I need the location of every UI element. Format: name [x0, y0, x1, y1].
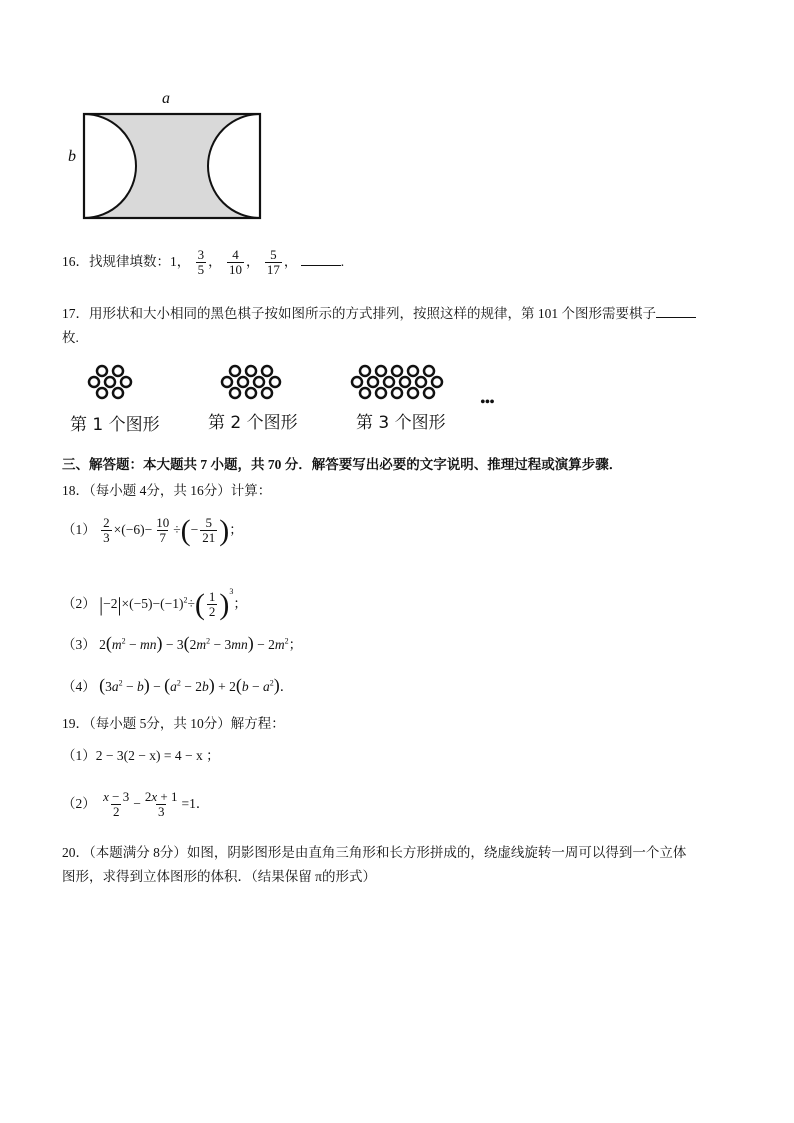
question-18-header: 18．（每小题 4分，共 16分）计算： — [62, 483, 272, 498]
question-19-header: 19．（每小题 5分，共 10分）解方程： — [62, 716, 285, 731]
label-b: b — [68, 148, 76, 165]
figure-1-label: 第 1 个图形 — [70, 415, 160, 435]
question-17-line1: 17．用形状和大小相同的黑色棋子按如图所示的方式排列，按照这样的规律，第 101 个图形需要棋子 — [62, 302, 696, 322]
question-20-line2: 图形，求得到立体图形的体积．（结果保留 π的形式） — [62, 869, 376, 884]
q16-answer-blank[interactable] — [301, 265, 341, 266]
q18-part-1: （1） $\frac{2}{3}$ ×(−6)− $\frac{10}{7}$ ÷(− $\frac{5}{21}$ )； — [62, 513, 243, 547]
pattern-figures — [62, 360, 522, 440]
question-16: 16．找规律填数：1， $\frac{3}{5}$ ， $\frac{4}{10}$ ， $\frac{5}{17}$ ， . — [62, 247, 345, 278]
rectangle-figure — [62, 88, 282, 228]
q19-part-2: （2） $\frac{x - 3}{2}$ − $\frac{2x + 1}{3}$ =1． — [62, 789, 210, 820]
section-3-heading: 三、解答题：本大题共 7 小题，共 70 分．解答要写出必要的文字说明、推理过程或演算步骤． — [62, 457, 623, 472]
q16-text: 16．找规律填数：1， — [62, 254, 191, 269]
rectangle-semicircle-diagram — [62, 88, 282, 228]
fraction-4-10: $\frac{4}{10}$ — [229, 247, 242, 278]
ellipsis-dots: ••• — [480, 394, 494, 411]
q18-part-3: （3） $2(m^2 - mn) - 3(2m^2 - 3mn) - 2m^2$； — [62, 633, 303, 653]
fraction-3-5: $\frac{3}{5}$ — [197, 247, 205, 278]
q18-part-2: （2） $|-2|\times(-5)-(-1)^2\div$( $\frac{1}{2}$ )$^3$； — [62, 587, 247, 621]
figure-2-circles — [222, 366, 280, 398]
q17-answer-blank[interactable] — [656, 317, 696, 318]
label-a: a — [162, 90, 170, 107]
figure-1-circles — [89, 366, 131, 398]
question-17-line2: 枚. — [62, 330, 79, 345]
q19-part-1: （1）2 − 3(2 − x) = 4 − x ； — [62, 748, 220, 763]
pattern-circles — [62, 360, 522, 408]
figure-3-label: 第 3 个图形 — [356, 413, 446, 433]
fraction-5-17: $\frac{5}{17}$ — [266, 247, 280, 278]
figure-2-label: 第 2 个图形 — [208, 413, 298, 433]
q18-part-4: （4） $(3a^2 - b) - (a^2 - 2b) + 2(b - a^2)$． — [62, 675, 294, 695]
figure-3-circles — [352, 366, 442, 398]
question-20-line1: 20．（本题满分 8分）如图，阴影图形是由直角三角形和长方形拼成的，绕虚线旋转一周可以得到一个立体 — [62, 845, 687, 860]
